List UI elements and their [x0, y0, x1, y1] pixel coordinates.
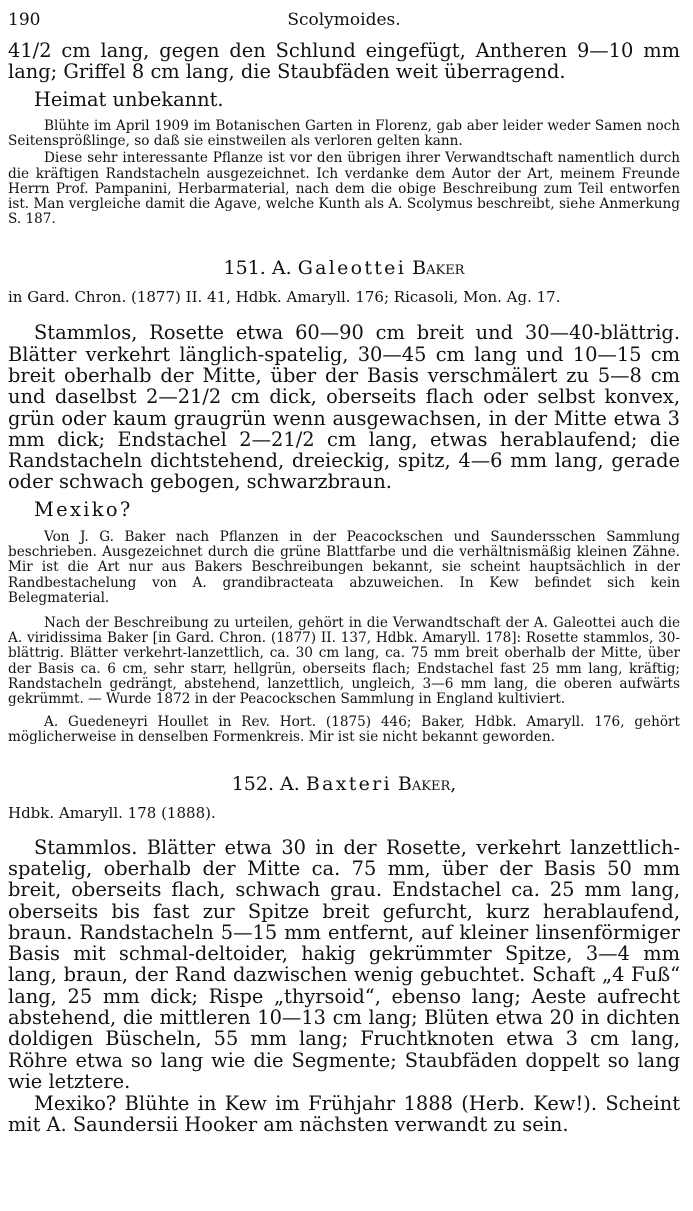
running-head [8, 6, 680, 32]
species-note-151-baker: Von J. G. Baker nach Pflanzen in der Peacockschen und Saundersschen Sammlung beschrieben. Ausgezeichnet durch die grüne Blattfarbe und die verhältnismäßig kleinen Zähne. Mir ist die Art nur aus Bakers Beschreibungen bekannt, sie scheint hauptsächlich in der Randbestachelung von A. grandibracteata abzuweichen. In Kew befindet sich kein Belegmaterial. [8, 528, 680, 606]
paragraph-homeland: Heimat unbekannt. [34, 87, 224, 111]
running-title: Scolymoides. [287, 10, 401, 30]
species-author: Baker, [397, 772, 457, 795]
species-author: Baker [412, 257, 465, 280]
species-name: Galeottei [297, 257, 407, 280]
species-number: 152. A. [231, 772, 300, 795]
paragraph-continued-description: 41/2 cm lang, gegen den Schlund eingefügt, Antheren 9—10 mm lang; Griffel 8 cm lang, die Staubfäden weit überragend. [8, 39, 680, 84]
species-reference-151: in Gard. Chron. (1877) II. 41, Hdbk. Amaryll. 176; Ricasoli, Mon. Ag. 17. [8, 288, 561, 307]
species-number: 151. A. [223, 257, 292, 280]
species-note-151-guedeneyri: A. Guedeneyri Houllet in Rev. Hort. (1875) 446; Baker, Hdbk. Amaryll. 176, gehört möglicherweise in denselben Formenkreis. Mir ist sie nicht bekannt geworden. [8, 714, 680, 746]
species-note-151-viridissima: Nach der Beschreibung zu urteilen, gehört in die Verwandtschaft der A. Galeottei auch die A. viridissima Baker [in Gard. Chron. (1877) II. 137, Hdbk. Amaryll. 178]: Rosette stammlos, 30-blättrig. Blätter verkehrt-lanzettlich, ca. 30 cm lang, ca. 75 mm breit oberhalb der Mitte, über der Basis ca. 6 cm, sehr starr, hellgrün, oberseits flach; Endstachel fast 25 mm lang, kräftig; Randstacheln gedrängt, abstehend, lanzettlich, ungleich, 3—6 mm lang, die oberen aufwärts gekrümmt. — Wurde 1872 in der Peacockschen Sammlung in England kultiviert. [8, 615, 680, 708]
species-description-152: Stammlos. Blätter etwa 30 in der Rosette, verkehrt lanzettlich-spatelig, oberhalb der Mitte ca. 75 mm, über der Basis 50 mm breit, oberseits flach, schwach grau. Endstachel ca. 25 mm lang, oberseits bis fast zur Spitze breit gefurcht, kurz herablaufend, braun. Randstacheln 5—15 mm entfernt, auf kleiner linsenförmiger Basis mit schmal-deltoider, hakig gekrümmter Spitze, 3—4 mm lang, braun, der Rand dazwischen wenig gebuchtet. Schaft „4 Fuß“ lang, 25 mm dick; Rispe „thyrsoid“, ebenso lang; Aeste aufrecht abstehend, die mittleren 10—13 cm lang; Blüten etwa 20 in dichten doldigen Büscheln, 55 mm lang; Fruchtknoten etwa 3 cm lang, Röhre etwa so lang wie die Segmente; Staubfäden doppelt so lang wie letztere. [8, 835, 680, 1093]
note-relationship: Diese sehr interessante Pflanze ist vor den übrigen ihrer Verwandtschaft namentlich durch die kräftigen Randstacheln ausgezeichnet. Ich verdanke dem Autor der Art, meinem Freunde Herrn Prof. Pampanini, Herbarmaterial, nach dem die obige Beschreibung zum Teil entworfen ist. Man vergleiche damit die Agave, welche Kunth als A. Scolymus beschreibt, siehe Anmerkung S. 187. [8, 150, 680, 228]
species-heading-151 [8, 257, 680, 279]
species-heading-152 [8, 773, 680, 795]
note-flowering-florence: Blühte im April 1909 im Botanischen Garten in Florenz, gab aber leider weder Samen noch Seitensprößlinge, so daß sie einstweilen als verloren gelten kann. [8, 117, 680, 150]
species-description-151: Stammlos, Rosette etwa 60—90 cm breit und 30—40-blättrig. Blätter verkehrt länglich-spatelig, 30—45 cm lang und 10—15 cm breit oberhalb der Mitte, über der Basis verschmälert zu 5—8 cm und daselbst 2—21/2 cm dick, oberseits flach oder selbst konvex, grün oder kaum graugrün wenn ausgewachsen, in der Mitte etwa 3 mm dick; Endstachel 2—21/2 cm lang, etwas herablaufend; die Randstacheln dichtstehend, dreieckig, spitz, 4—6 mm lang, gerade oder schwach gebogen, schwarzbraun. [8, 321, 680, 494]
species-habitat-151: Mexiko? [34, 497, 133, 521]
species-closing-152: Mexiko? Blühte in Kew im Frühjahr 1888 (Herb. Kew!). Scheint mit A. Saundersii Hooker am nächsten verwandt zu sein. [8, 1092, 680, 1137]
page-number: 190 [8, 10, 41, 30]
species-reference-152: Hdbk. Amaryll. 178 (1888). [8, 803, 216, 822]
species-name: Baxteri [305, 772, 392, 795]
document-page [8, 6, 680, 1136]
